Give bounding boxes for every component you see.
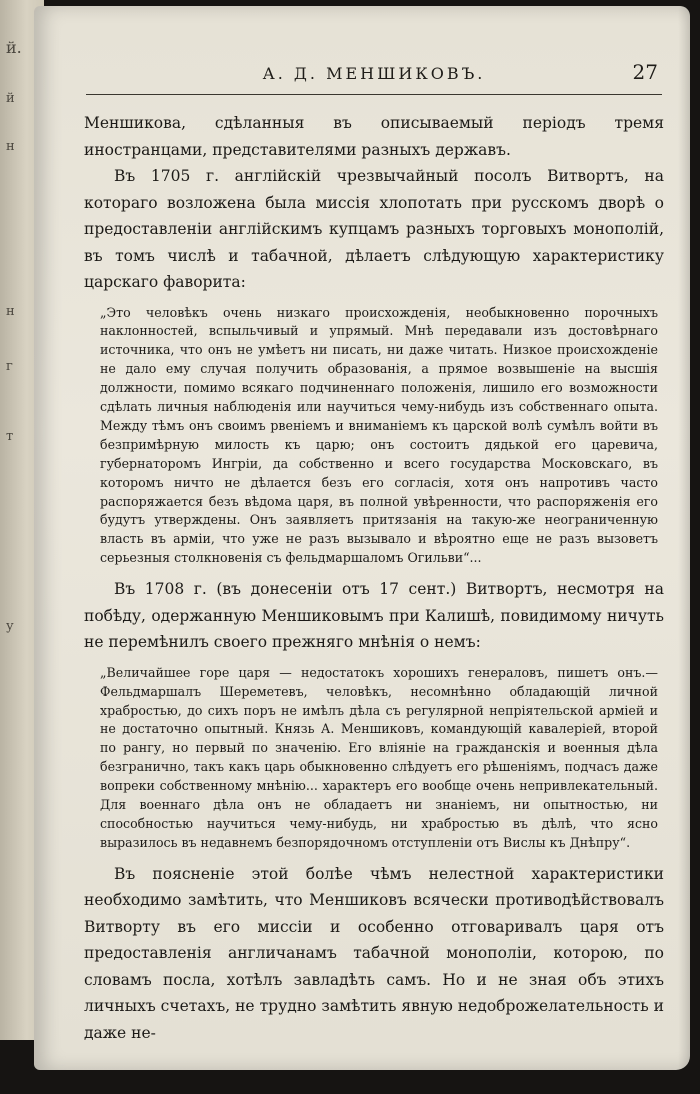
edge-fragment: г (6, 359, 13, 374)
paragraph-3: Въ 1708 г. (въ донесеніи отъ 17 сент.) Витвортъ, несмотря на побѣду, одержанную Меншиковымъ при Калишѣ, повидимому ничуть не перемѣнилъ своего прежняго мнѣнія о немъ: (84, 580, 664, 652)
edge-fragment: й (6, 91, 15, 106)
page-number: 27 (632, 60, 658, 84)
edge-fragment: н (6, 139, 15, 154)
book-page (34, 6, 690, 1070)
quote-2 (100, 664, 658, 853)
quote-1 (100, 304, 658, 569)
paragraph-4: Въ поясненіе этой болѣе чѣмъ нелестной характеристики необходимо замѣтить, что Меншиковъ всячески противодѣйствовалъ Витворту въ его миссіи и особенно отговаривалъ царя отъ предоставленія англичанамъ табачной монополіи, которою, по словамъ посла, хотѣлъ завладѣть самъ. Но и не зная объ этихъ личныхъ счетахъ, не трудно замѣтить явную недоброжелательность и даже не- (84, 864, 664, 1042)
paragraph-1: Меншикова, сдѣланныя въ описываемый періодъ тремя иностранцами, представителями разныхъ державъ. (84, 114, 664, 159)
page-header (86, 58, 662, 95)
edge-fragment: н (6, 304, 15, 319)
edge-fragment: т (6, 429, 14, 444)
page-body (84, 110, 664, 1046)
edge-fragment: у (6, 619, 14, 634)
paragraph-2: Въ 1705 г. англійскій чрезвычайный посолъ Витвортъ, на котораго возложена была миссія хлопотать при русскомъ дворѣ о предоставленіи англійскимъ купцамъ разныхъ торговыхъ монополій, въ томъ числѣ и табачной, дѣлаетъ слѣдующую характеристику царскаго фаворита: (84, 167, 664, 291)
quote-1-text: „Это человѣкъ очень низкаго происхожденія, необыкновенно порочныхъ наклонностей, вспыльчивый и упрямый. Мнѣ передавали изъ достовѣрнаго источника, что онъ не умѣетъ ни писать, ни даже читать. Низкое происхожденіе не дало ему случая получить образованія, а прямое возвышеніе на высшія должности, помимо всякаго подчиненнаго положенія, лишило его возможности сдѣлать личныя наблюденія или научиться чему-нибудь изъ собственнаго опыта. Между тѣмъ онъ своимъ рвеніемъ и вниманіемъ къ царской волѣ сумѣлъ войти въ безпримѣрную милость къ царю; онъ состоитъ дядькой его царевича, губернаторомъ Ингріи, да собственно и всего государства Московскаго, въ которомъ ничто не дѣлается безъ его согласія, хотя онъ напротивъ часто распоряжается безъ вѣдома царя, въ полной увѣренности, что распоряженія его будутъ утверждены. Онъ заявляетъ притязанія на такую-же неограниченную власть въ арміи, что уже не разъ вызывало и вѣроятно еще не разъ вызоветъ серьезныя столкновенія съ фельдмаршаломъ Огильви“... (100, 304, 658, 566)
running-title: А. Д. МЕНШИКОВЪ. (262, 64, 486, 83)
edge-fragment: й. (6, 38, 22, 57)
quote-2-text: „Величайшее горе царя — недостатокъ хорошихъ генераловъ, пишетъ онъ.—Фельдмаршалъ Шереметевъ, человѣкъ, несомнѣнно обладающій личной храбростью, до сихъ поръ не имѣлъ дѣла съ регулярной непріятельской арміей и не достаточно опытный. Князь А. Меншиковъ, командующій кавалеріей, второй по рангу, но первый по значенію. Его вліяніе на гражданскія и военныя дѣла безгранично, такъ какъ царь обыкновенно слѣдуетъ его рѣшеніямъ, подчасъ даже вопреки собственному мнѣнію... характеръ его вообще очень непривлекательный. Для военнаго дѣла онъ не обладаетъ ни знаніемъ, ни опытностью, ни способностью научиться чему-нибудь, ни храбростью въ дѣлѣ, что ясно выразилось въ недавнемъ безпорядочномъ отступленіи отъ Вислы къ Днѣпру“. (100, 664, 658, 850)
